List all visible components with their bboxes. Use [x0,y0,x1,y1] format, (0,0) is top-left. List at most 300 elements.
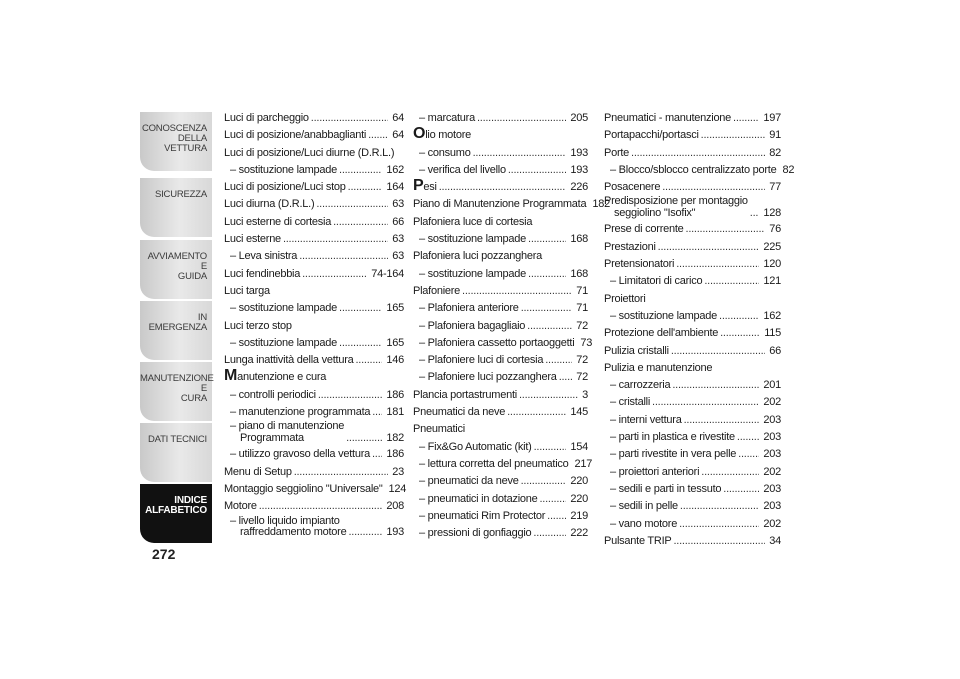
index-entry-label: – Leva sinistra [230,250,298,263]
index-heading [604,360,781,377]
dot-leader [507,404,566,421]
section-tab-label-line1: DATI TECNICI [147,434,207,445]
index-page-number: 202 [763,396,781,409]
index-initial-letter: P [413,177,424,195]
dot-leader [439,179,567,196]
dot-leader [521,300,573,317]
index-page-number: 181 [386,406,404,419]
index-entry[interactable] [224,387,404,404]
index-entry-label: Motore [224,500,257,513]
dot-leader [545,352,572,369]
index-entry-label-line1: – livello liquido impianto [230,514,340,527]
section-tab-label-line1: INDICE [174,495,207,506]
index-page-number: 182 [592,198,610,211]
index-entry-label: – sedili in pelle [610,500,678,513]
index-entry[interactable] [413,352,588,369]
dot-leader [662,179,765,196]
index-entry-label: – sostituzione lampade [230,302,338,315]
index-page-number: 124 [388,482,407,495]
index-page-number: 225 [763,240,781,253]
index-initial-letter: O [413,125,426,143]
index-page-number: 220 [570,475,588,488]
index-initial-letter: M [224,367,238,385]
index-page-number: 222 [570,527,588,540]
index-entry[interactable] [413,508,588,525]
index-heading-label: Plafoniera luci pozzanghera [413,250,543,263]
section-tab-4[interactable] [140,301,212,360]
index-entry-label: – vano motore [610,517,678,530]
index-entry[interactable] [604,239,781,256]
index-entry[interactable] [413,300,588,317]
index-entry[interactable] [604,446,781,463]
index-heading-label: Proiettori [604,292,646,305]
dot-leader [534,439,567,456]
index-entry[interactable] [604,110,781,127]
dot-leader [733,110,759,127]
dot-leader [477,110,566,127]
index-entry[interactable] [224,196,404,213]
index-entry-label: – utilizzo gravoso della vettura [230,448,370,461]
index-entry-label: – Plafoniere luci pozzanghera [419,371,557,384]
index-page-number: 203 [763,482,781,495]
index-column-3 [604,110,795,550]
index-entry[interactable] [604,343,781,360]
index-entry-label [230,421,344,444]
index-page-number: 82 [769,146,781,159]
dot-leader [302,266,367,283]
dot-leader [547,508,566,525]
index-page-number: 203 [763,413,781,426]
index-column-1 [224,110,407,541]
index-entry-label: – cristalli [610,396,651,409]
index-entry[interactable] [413,145,588,162]
index-page-number: 197 [763,112,781,124]
index-entry[interactable] [604,196,781,221]
index-heading [224,318,404,335]
index-heading [604,291,781,308]
index-entry[interactable] [224,421,404,446]
index-page-number: 193 [386,526,404,539]
dot-leader [652,394,759,411]
index-entry[interactable] [604,308,781,325]
index-page-number: 186 [386,388,404,401]
index-entry[interactable] [224,110,404,127]
dot-leader [508,162,567,179]
index-page-number: 226 [570,181,588,194]
index-entry[interactable] [604,498,781,515]
dot-leader [316,196,388,213]
section-tab-label-line1: CONOSCENZA [141,123,207,134]
index-entry[interactable] [413,231,588,248]
dot-leader [738,446,759,463]
index-page-number: 168 [570,233,588,246]
index-entry-label-line2: seggiolino "Isofix" [614,206,696,219]
index-entry[interactable] [604,162,795,179]
index-page-number: 202 [763,517,781,530]
index-page-number: 63 [392,250,404,263]
index-entry-label-line2: Programmata [240,431,304,444]
index-page-number: 72 [576,371,588,384]
dot-leader [701,464,759,481]
index-heading [224,283,404,300]
section-tab-2[interactable] [140,178,212,237]
index-entry[interactable] [604,145,781,162]
index-entry[interactable] [224,300,404,317]
index-letter-heading [413,127,588,144]
index-page-number: 162 [763,309,781,322]
index-entry-label: – Plafoniera anteriore [419,302,519,315]
index-entry[interactable] [413,369,588,386]
index-page-number: 72 [576,319,588,332]
index-page-number: 182 [386,431,404,444]
dot-leader [684,412,760,429]
index-page-number: 162 [386,163,404,176]
index-page-number: 219 [570,509,588,522]
index-page-number: 193 [570,146,588,159]
dot-leader [528,231,566,248]
index-entry-label-line2: raffreddamento motore [240,526,347,539]
index-entry-label: – lettura corretta del pneumatico [419,457,569,470]
index-page-number: 66 [769,344,781,357]
dot-leader [723,481,759,498]
index-page-number: 165 [386,336,404,349]
section-tab-5[interactable] [140,362,212,421]
index-entry-label [230,516,346,539]
index-entry[interactable] [413,110,588,127]
index-heading [224,145,404,162]
index-entry-label: – interni vettura [610,413,682,426]
index-entry[interactable] [413,404,588,421]
index-entry[interactable] [224,179,404,196]
index-page-number: 145 [570,406,588,419]
index-entry[interactable] [413,525,588,542]
index-page-number: 120 [763,258,781,271]
index-entry-label: Montaggio seggiolino "Universale" [224,482,383,495]
index-heading-label: Plafoniera luce di cortesia [413,215,533,228]
index-page-number: 82 [782,163,795,176]
index-entry[interactable] [224,214,404,231]
index-entry[interactable] [604,412,781,429]
index-entry-label: – sostituzione lampade [419,267,527,280]
index-page-number: 146 [386,354,404,367]
dot-leader [339,162,382,179]
dot-leader [259,498,383,515]
index-entry-label: Luci diurna (D.R.L.) [224,198,315,211]
index-entry-label: Portapacchi/portasci [604,129,699,142]
section-tab-label-line1: SICUREZZA [154,189,207,200]
dot-leader [527,318,572,335]
index-entry-label: – verifica del livello [419,163,506,176]
index-page-number: 205 [570,112,588,124]
dot-leader [368,127,388,144]
index-entry-label: – Blocco/sblocco centralizzato porte [610,163,777,176]
index-page-number: 186 [386,448,404,461]
index-entry[interactable] [413,456,593,473]
index-entry[interactable] [604,464,781,481]
section-tab-label-line2: ALFABETICO [145,505,207,516]
index-entry-label: – manutenzione programmata [230,406,371,419]
dot-leader [473,145,567,162]
dot-leader [339,300,382,317]
index-entry-label: – parti in plastica e rivestite [610,431,735,444]
index-entry-label: Menu di Setup [224,465,292,478]
index-entry-label: Prese di corrente [604,223,684,236]
dot-leader [704,273,759,290]
index-entry-label: – Fix&Go Automatic (kit) [419,440,532,453]
index-entry[interactable] [224,266,404,283]
dot-leader [339,335,382,352]
index-page-number: 164 [386,181,404,194]
dot-leader [737,429,759,446]
index-entry-label-line1: – piano di manutenzione [230,420,345,433]
index-entry-label: Pretensionatori [604,258,675,271]
index-page-number: 121 [763,275,781,288]
index-heading-label: anutenzione e cura [237,371,327,384]
dot-leader [680,498,759,515]
index-entry[interactable] [604,481,781,498]
index-entry[interactable] [413,439,588,456]
index-entry-label: Luci fendinebbia [224,267,301,280]
dot-leader [294,464,389,481]
index-entry[interactable] [224,516,404,541]
dot-leader [372,446,382,463]
index-entry[interactable] [413,266,588,283]
index-page-number: 91 [769,129,781,142]
index-page-number: 202 [763,465,781,478]
index-entry-label: – parti rivestite in vera pelle [610,448,737,461]
index-entry-label: Pneumatici - manutenzione [604,112,732,124]
section-tab-label-line2: DELLA VETTURA [164,133,207,154]
index-entry[interactable] [604,516,781,533]
dot-leader [686,221,766,238]
index-entry-label: – sostituzione lampade [419,233,527,246]
index-entry[interactable] [604,127,781,144]
index-entry[interactable] [604,273,781,290]
index-entry[interactable] [224,127,404,144]
index-page-number: 66 [392,215,404,228]
index-entry-label-text: esi [423,181,437,194]
index-entry-label: – Plafoniera bagagliaio [419,319,526,332]
index-page-number: 64 [392,129,404,142]
index-entry-label: – pneumatici Rim Protector [419,509,546,522]
index-page-number: 72 [576,354,588,367]
index-heading-label: Luci terzo stop [224,319,292,332]
index-entry-label: Protezione dell'ambiente [604,327,719,340]
index-page-number: 3 [582,388,588,401]
index-entry-label: Luci esterne di cortesia [224,215,332,228]
index-entry[interactable] [224,352,404,369]
index-entry-label: Pulsante TRIP [604,534,672,547]
dot-leader [372,404,382,421]
dot-leader [701,127,766,144]
index-heading-label: Pulizia e manutenzione [604,361,713,374]
index-entry-label: – consumo [419,146,471,159]
index-entry[interactable] [413,196,610,213]
index-page-number: 73 [580,336,593,349]
index-entry-label: – sostituzione lampade [610,309,718,322]
index-entry-label: Lunga inattività della vettura [224,354,354,367]
index-entry[interactable] [224,498,404,515]
dot-leader [559,369,573,386]
index-entry-label: – marcatura [419,112,475,124]
index-heading-label: Pneumatici [413,423,465,436]
index-entry[interactable] [224,481,407,498]
index-entry[interactable] [224,248,404,265]
dot-leader [346,433,382,445]
index-entry[interactable] [604,179,781,196]
index-entry-label [413,179,437,196]
index-entry[interactable] [224,464,404,481]
dot-leader [283,231,388,248]
index-entry-label: Pneumatici da neve [413,406,506,419]
index-entry[interactable] [413,179,588,196]
dot-leader [540,491,567,508]
index-page-number: 128 [763,206,781,219]
index-heading [413,421,588,438]
index-page-number: 74-164 [371,267,404,280]
index-page-number: 165 [386,302,404,315]
index-page-number: 201 [763,379,781,392]
index-entry-label: – carrozzeria [610,379,671,392]
dot-leader [521,473,567,490]
index-entry-label: Posacenere [604,181,661,194]
dot-leader [631,145,765,162]
section-tab-label-line1: AVVIAMENTO E [147,251,207,272]
page-number: 272 [152,546,176,562]
index-page-number: 203 [763,431,781,444]
index-entry[interactable] [224,446,404,463]
index-letter-heading [224,369,404,386]
index-page-number: 220 [570,492,588,505]
section-tab-label-line1: IN EMERGENZA [148,312,207,333]
index-entry-label: Plafoniere [413,284,461,297]
index-page-number: 217 [574,457,593,470]
index-entry[interactable] [413,335,593,352]
dot-leader [720,325,760,342]
index-entry[interactable] [604,533,781,550]
dot-leader [750,208,760,220]
index-heading [413,214,588,231]
index-column-2 [413,110,610,542]
index-entry[interactable] [604,221,781,238]
index-page-number: 76 [769,223,781,236]
dot-leader [333,214,388,231]
index-heading [413,248,588,265]
index-page-number: 63 [392,233,404,246]
section-tab-7[interactable] [140,484,212,543]
index-page-number: 193 [570,163,588,176]
index-entry-label: – Plafoniera cassetto portaoggetti [419,336,575,349]
index-entry-label: Plancia portastrumenti [413,388,517,401]
index-page-number: 34 [769,534,781,547]
index-entry[interactable] [413,387,588,404]
index-entry-label: Luci di posizione/anabbaglianti [224,129,367,142]
index-entry-label: – Limitatori di carico [610,275,703,288]
index-heading-label: lio motore [425,129,471,142]
index-entry[interactable] [413,491,588,508]
index-entry[interactable] [604,325,781,342]
index-entry-label: – sedili e parti in tessuto [610,482,722,495]
section-tab-label-line2: CURA [180,393,207,404]
index-page-number: 208 [386,500,404,513]
section-tab-1[interactable] [140,112,212,171]
dot-leader [679,516,759,533]
index-entry[interactable] [604,377,781,394]
index-entry-label: – pneumatici da neve [419,475,519,488]
index-entry-label-line1: Predisposizione per montaggio [604,195,748,208]
index-entry[interactable] [413,318,588,335]
index-entry-label: – pressioni di gonfiaggio [419,527,532,540]
dot-leader [673,533,765,550]
index-heading-label: Luci di posizione/Luci diurne (D.R.L.) [224,146,395,159]
index-entry-label: – Plafoniere luci di cortesia [419,354,544,367]
dot-leader [533,525,566,542]
index-entry[interactable] [224,335,404,352]
section-tab-6[interactable] [140,423,212,482]
index-entry-label: – pneumatici in dotazione [419,492,538,505]
index-page-number: 71 [576,284,588,297]
index-entry-label: – proiettori anteriori [610,465,700,478]
section-tab-label-line1: MANUTENZIONE E [140,373,214,394]
dot-leader [311,110,388,127]
section-tab-3[interactable] [140,240,212,299]
index-entry-label: Prestazioni [604,240,656,253]
index-entry-label: – controlli periodici [230,388,316,401]
index-entry[interactable] [604,256,781,273]
index-entry[interactable] [413,473,588,490]
dot-leader [519,387,578,404]
index-entry[interactable] [224,162,404,179]
section-tab-label-line2: GUIDA [177,271,207,282]
index-entry[interactable] [604,429,781,446]
dot-leader [528,266,566,283]
index-entry-label [604,196,748,219]
index-entry-label: Piano di Manutenzione Programmata [413,198,587,211]
index-entry-label: Luci di posizione/Luci stop [224,181,346,194]
index-page-number: 168 [570,267,588,280]
dot-leader [671,343,765,360]
index-page-number: 64 [392,112,404,124]
index-entry[interactable] [604,394,781,411]
index-entry-label: Pulizia cristalli [604,344,669,357]
dot-leader [355,352,382,369]
dot-leader [318,387,383,404]
dot-leader [299,248,388,265]
dot-leader [676,256,759,273]
index-entry-label: Luci di parcheggio [224,112,309,124]
index-page-number: 203 [763,500,781,513]
index-page-number: 203 [763,448,781,461]
dot-leader [462,283,572,300]
index-entry-label: – sostituzione lampade [230,336,338,349]
index-entry-label: Luci esterne [224,233,281,246]
index-heading-label: Luci targa [224,284,270,297]
index-entry[interactable] [224,231,404,248]
index-entry[interactable] [224,404,404,421]
dot-leader [348,527,382,539]
index-page-number: 77 [769,181,781,194]
index-page-number: 71 [576,302,588,315]
index-entry[interactable] [413,162,588,179]
index-page-number: 63 [392,198,404,211]
index-entry-label: – sostituzione lampade [230,163,338,176]
index-page-number: 154 [570,440,588,453]
index-entry-label: Porte [604,146,630,159]
index-entry[interactable] [413,283,588,300]
dot-leader [719,308,759,325]
dot-leader [658,239,760,256]
index-page-number: 23 [392,465,404,478]
